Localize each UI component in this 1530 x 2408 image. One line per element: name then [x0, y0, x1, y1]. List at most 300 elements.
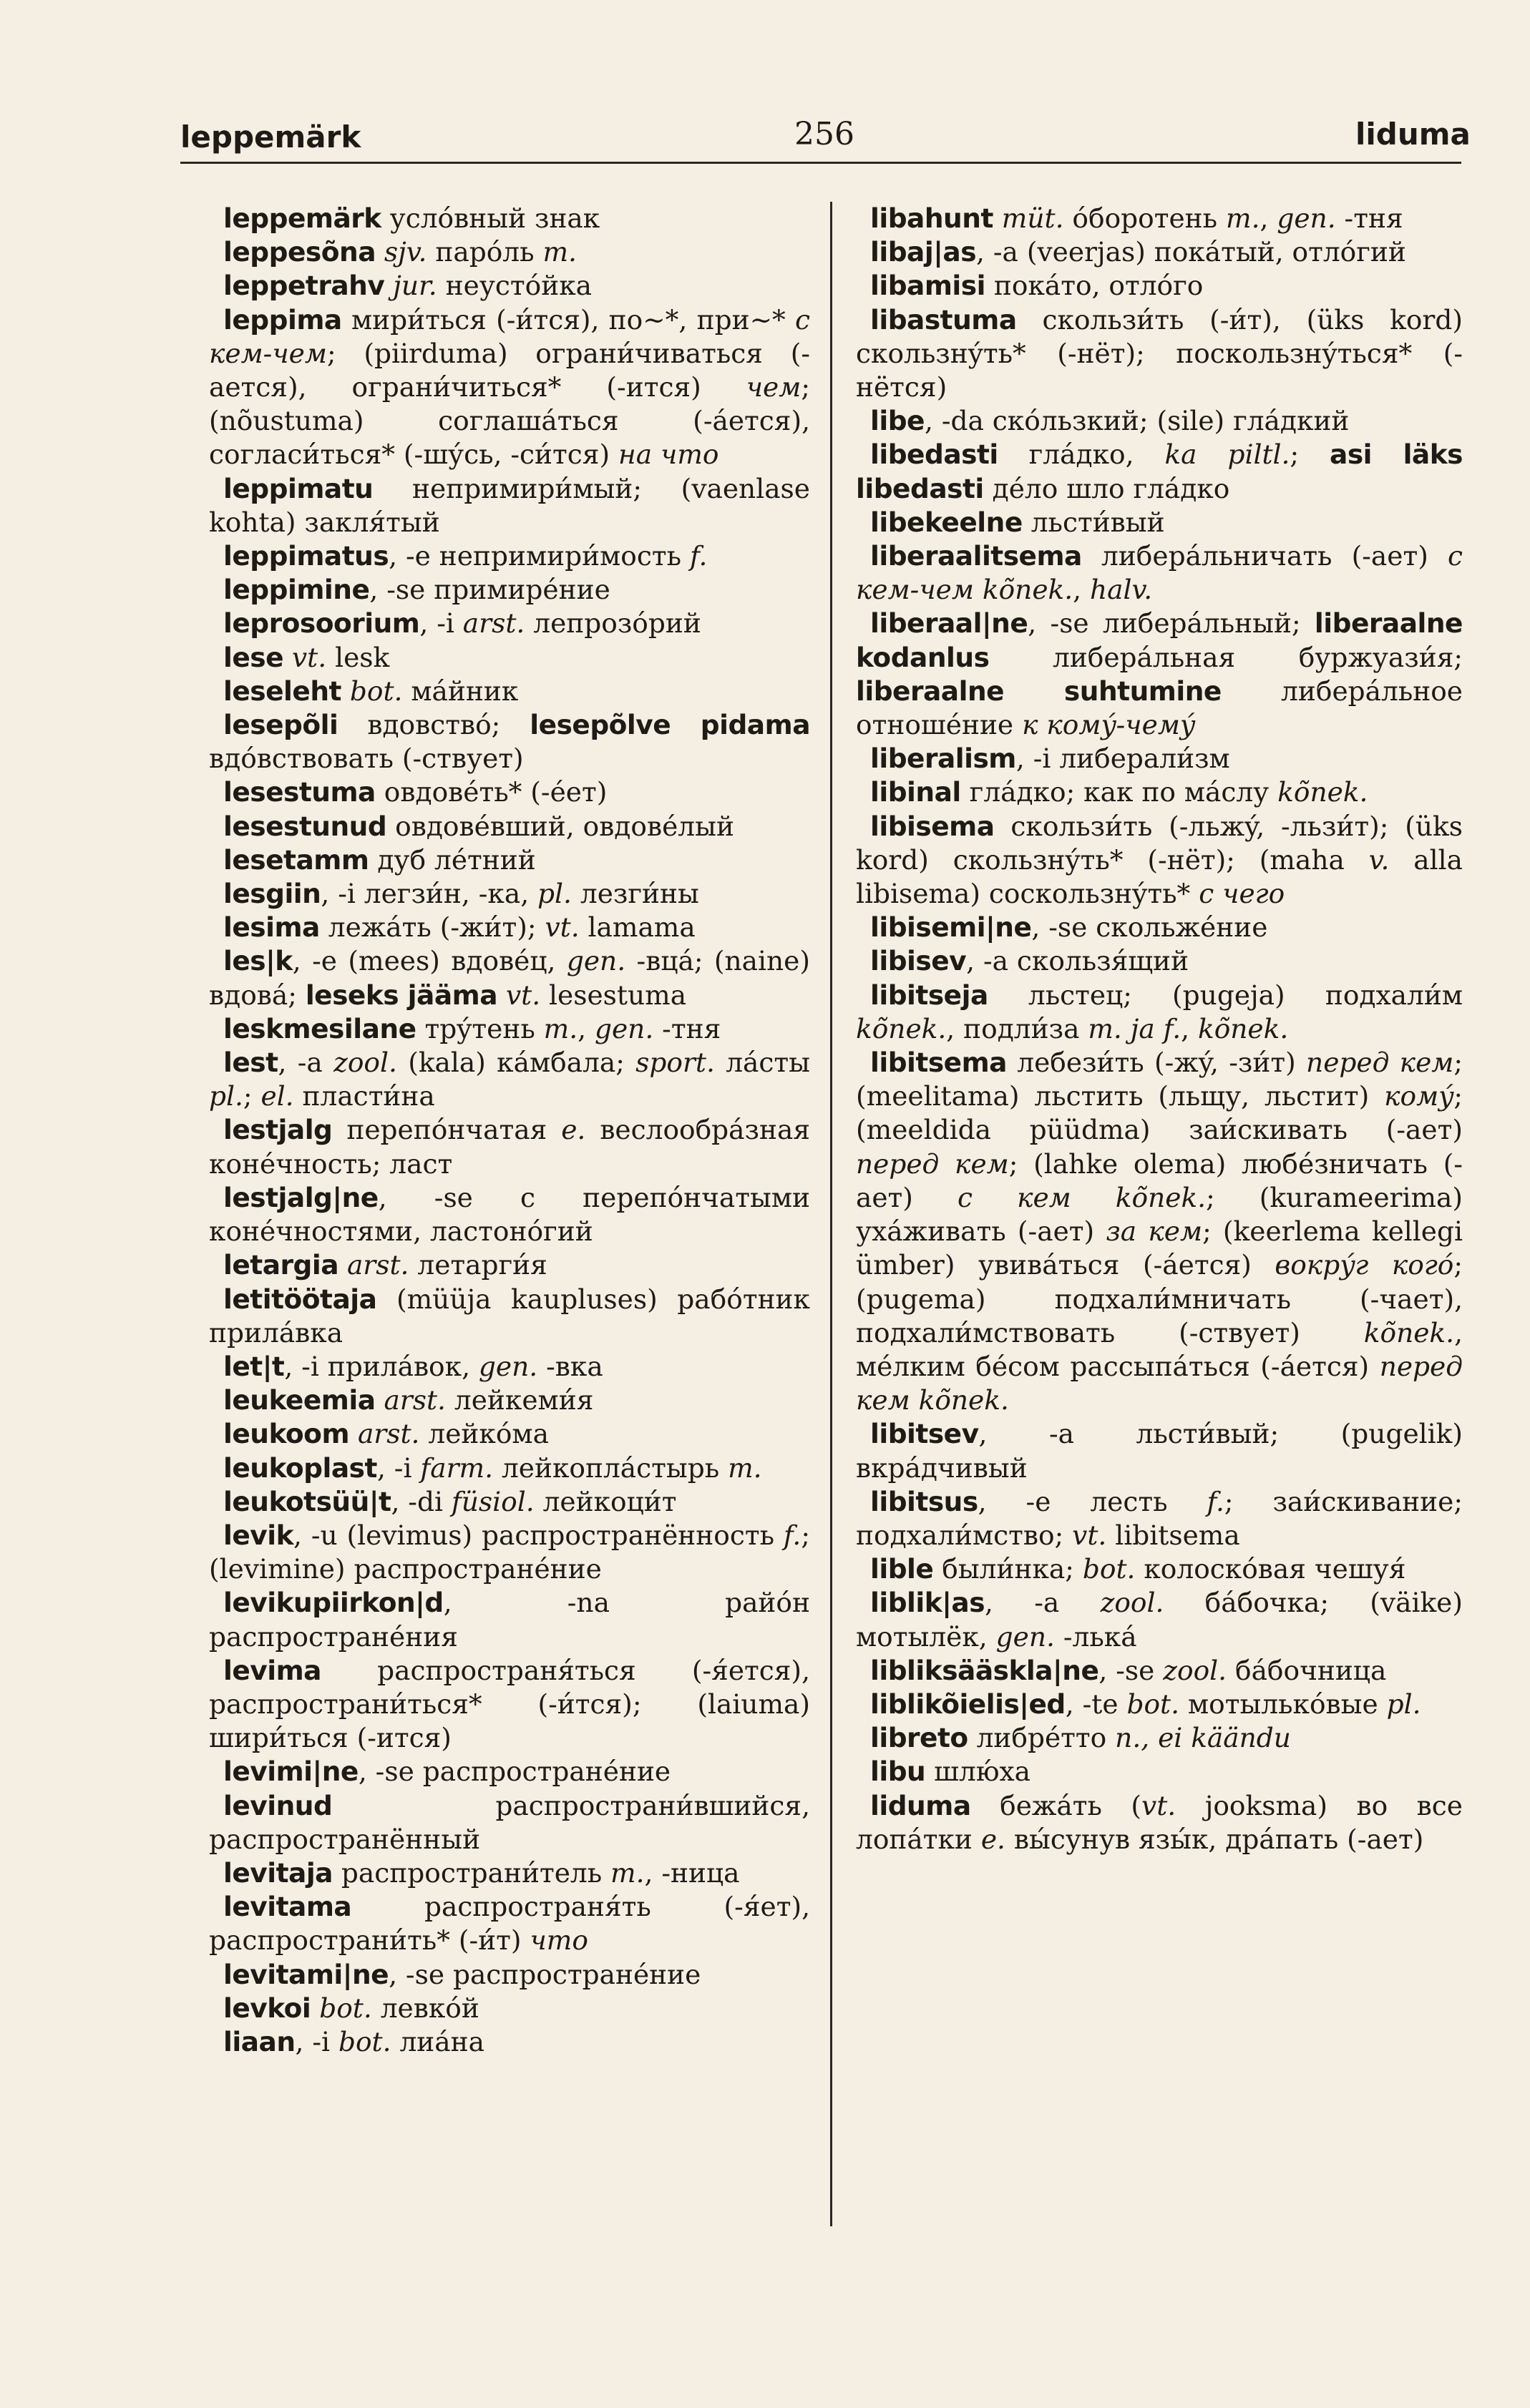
definition-text: , -e лесть — [978, 1485, 1207, 1517]
headword: leppemärk — [223, 202, 381, 234]
grammar-label: ka piltl. — [1164, 439, 1290, 471]
headword: libe — [870, 405, 925, 437]
dictionary-entry — [209, 1181, 810, 1248]
dictionary-entry — [856, 944, 1463, 978]
grammar-label: f. — [1207, 1485, 1224, 1517]
definition-text: ; (lahke olema) любéзничать (-ает) — [856, 1147, 1463, 1213]
definition-text: jooksma) во все лопáтки — [856, 1789, 1463, 1855]
grammar-label: zool. — [1163, 1654, 1227, 1686]
definition-text: , -se распространéние — [389, 1958, 701, 1990]
dictionary-entry — [209, 810, 810, 843]
dictionary-entry — [856, 1046, 1463, 1417]
definition-text: лейкоплáстырь — [493, 1452, 729, 1484]
grammar-label: vt. — [505, 979, 541, 1011]
dictionary-entry — [209, 235, 810, 269]
headword: libamisi — [870, 270, 985, 302]
definition-text: распространи́тель — [332, 1856, 611, 1889]
grammar-label: sport. — [635, 1047, 715, 1079]
grammar-label: m. — [542, 236, 577, 268]
definition-text: шлю́ха — [925, 1756, 1031, 1788]
definition-text: ; (keerlema kellegi ümber) увивáться (-áется) — [856, 1215, 1463, 1281]
grammar-label: pl. — [1386, 1688, 1421, 1720]
definition-text: ; (pugema) подхали́мничать (-чает), подхали́мствовать (-ствует) — [856, 1249, 1463, 1349]
dictionary-entry — [209, 1012, 810, 1046]
grammar-label: вокрýг когó — [1275, 1249, 1454, 1281]
definition-text: бáбочница — [1227, 1654, 1387, 1686]
dictionary-entry — [856, 303, 1463, 405]
definition-text: скользи́ть (-и́т), (üks kord) скользнýть* (-нёт); поскользнýться* (-нётся) — [856, 303, 1463, 403]
definition-text: распространи́вшийся, распространённый — [209, 1789, 810, 1855]
dictionary-entry — [209, 1417, 810, 1451]
headword: lesima — [223, 911, 320, 944]
grammar-label: e. — [561, 1114, 586, 1146]
definition-text: бáбочка; (väike) мотылёк, — [856, 1587, 1463, 1653]
dictionary-entry — [856, 1417, 1463, 1484]
definition-text: парóль — [427, 236, 543, 268]
dictionary-entry — [209, 1283, 810, 1350]
headword: levkoi — [223, 1992, 311, 2024]
definition-text: лейкоци́т — [534, 1485, 677, 1517]
definition-text: -тня — [653, 1012, 721, 1044]
definition-text: лейкеми́я — [445, 1384, 594, 1416]
definition-text: бежáть ( — [970, 1789, 1142, 1821]
dictionary-entry — [856, 1755, 1463, 1788]
grammar-label: перед кем kõnek. — [856, 1350, 1463, 1416]
definition-text: , -di — [391, 1485, 452, 1517]
definition-text: были́нка; — [933, 1553, 1083, 1585]
definition-text: дéло шло глáдко — [983, 472, 1230, 504]
grammar-label: на что — [618, 439, 719, 471]
dictionary-entry — [856, 1552, 1463, 1586]
definition-text: , -se примирéние — [369, 574, 610, 606]
grammar-label: gen. — [478, 1350, 538, 1382]
headword: libitsema — [870, 1047, 1007, 1079]
definition-text: услóвный знак — [381, 202, 600, 234]
definition-text: ; — [243, 1080, 261, 1112]
definition-text: ; (kurameerima) ухáживать (-ает) — [856, 1181, 1463, 1248]
dictionary-entry — [209, 1350, 810, 1384]
headword: levinud — [223, 1789, 333, 1821]
definition-text: ; (meeldida püüdma) заи́скивать (-ает) — [856, 1080, 1463, 1146]
definition-text: лиáна — [391, 2025, 484, 2057]
definition-text: (müüja kaupluses) рабóтник прилáвка — [209, 1283, 810, 1349]
headword: lesetamm — [223, 843, 369, 876]
dictionary-entry — [209, 641, 810, 675]
definition-text: , -i — [295, 2025, 338, 2057]
definition-text: , -i — [376, 1452, 421, 1484]
definition-text: скользи́ть (-льжý, -льзи́т); (üks kord) скользнýть* (-нёт); (maha — [856, 810, 1463, 876]
definition-text: , -se — [1098, 1654, 1164, 1686]
definition-text: ; (nõustuma) соглашáться (-áется), согласи́ться* (-шу́сь, -си́тся) — [209, 371, 810, 471]
definition-text: вдовствó; — [338, 709, 530, 741]
headword: levitami|ne — [223, 1958, 389, 1990]
headword: levikupiirkon|d — [223, 1587, 444, 1619]
grammar-label: vt. — [1141, 1789, 1176, 1821]
grammar-label: с чего — [1199, 878, 1285, 910]
grammar-label: el. — [260, 1080, 294, 1112]
headword: lesestuma — [223, 776, 376, 808]
dictionary-entry — [209, 1958, 810, 1992]
definition-text: libitsema — [1106, 1519, 1240, 1551]
definition-text — [376, 236, 384, 268]
headword: leseks jääma — [305, 979, 498, 1011]
definition-text: вы́сунув язы́к, дрáпать (-ает) — [1005, 1823, 1424, 1855]
dictionary-entry — [856, 1654, 1463, 1688]
definition-text — [341, 675, 350, 707]
header-left-guide-word: leppemärk — [180, 119, 361, 155]
dictionary-entry — [209, 1586, 810, 1653]
headword: leprosoorium — [223, 607, 420, 640]
grammar-label: перед кем — [856, 1147, 1009, 1180]
grammar-label: halv. — [1090, 574, 1153, 606]
headword: libu — [870, 1756, 926, 1788]
grammar-label: gen. — [594, 1012, 654, 1044]
grammar-label: с кем-чем kõnek. — [856, 540, 1463, 606]
definition-text: óборотень — [1063, 202, 1227, 234]
headword: leppetrahv — [223, 270, 385, 302]
definition-text: , -te — [1065, 1688, 1127, 1720]
definition-text: льсти́вый — [1022, 506, 1165, 538]
dictionary-entry — [856, 810, 1463, 911]
headword: lesepõli — [223, 709, 338, 741]
headword: leukotsüü|t — [223, 1485, 391, 1517]
headword: lesestunud — [223, 810, 387, 842]
definition-text: (kala) кáмбала; — [396, 1047, 636, 1079]
definition-text: вдóвствовать (-ствует) — [209, 743, 524, 775]
definition-text: , -u (levimus) распространённость — [293, 1519, 784, 1551]
headword: liblikõielis|ed — [870, 1688, 1066, 1720]
definition-text: -тня — [1335, 202, 1403, 234]
dictionary-entry — [856, 1586, 1463, 1653]
headword: libedasti — [870, 439, 998, 471]
dictionary-entry — [209, 1046, 810, 1113]
definition-text: , -e (mees) вдовéц, — [292, 945, 567, 977]
dictionary-entry — [209, 1992, 810, 2025]
grammar-label: f. — [783, 1519, 801, 1551]
headword: liberaalitsema — [870, 540, 1082, 572]
grammar-label: n., ei käändu — [1115, 1722, 1291, 1754]
definition-text — [311, 1992, 319, 2024]
grammar-label: füsiol. — [451, 1485, 535, 1517]
grammar-label: f. — [689, 540, 708, 572]
grammar-label: gen. — [566, 945, 626, 977]
headword: levitaja — [223, 1856, 333, 1889]
headword: levitama — [223, 1891, 352, 1923]
definition-text: овдовéвший, овдовéлый — [386, 810, 734, 842]
headword: liaan — [223, 2025, 296, 2057]
dictionary-entry — [209, 1890, 810, 1957]
definition-text: колоскóвая чешуя́ — [1135, 1553, 1406, 1585]
grammar-label: zool. — [333, 1047, 397, 1079]
headword: asi läks libedasti — [856, 439, 1463, 504]
dictionary-entry — [856, 1721, 1463, 1755]
definition-text: лежáть (-жи́т); — [319, 911, 545, 944]
definition-text: , -i — [419, 607, 463, 640]
header-rule — [180, 162, 1461, 164]
definition-text: , -a — [985, 1587, 1101, 1619]
grammar-label: pl. — [209, 1080, 243, 1112]
headword: liberaal|ne — [870, 607, 1028, 640]
definition-text: трýтень — [416, 1012, 544, 1044]
dictionary-entry — [856, 269, 1463, 303]
headword: levimi|ne — [223, 1756, 359, 1788]
definition-text: , -a льсти́вый; (pugelik) вкрáдчивый — [856, 1418, 1463, 1484]
headword: liberaalne kodanlus — [856, 607, 1463, 673]
definition-text: , -a скользя́щий — [966, 945, 1189, 977]
dictionary-entry — [209, 1789, 810, 1856]
definition-text — [376, 1384, 384, 1416]
definition-text: летарги́я — [409, 1249, 547, 1281]
grammar-label: kõnek. — [856, 1012, 947, 1044]
grammar-label: farm. — [420, 1452, 494, 1484]
headword: lestjalg|ne — [223, 1181, 379, 1213]
headword: libekeelne — [870, 506, 1023, 538]
dictionary-entry — [209, 1755, 810, 1788]
dictionary-entry — [209, 1856, 810, 1890]
dictionary-entry — [209, 1485, 810, 1519]
definition-text: lesk — [326, 641, 390, 673]
dictionary-entry — [856, 539, 1463, 607]
dictionary-entry — [209, 303, 810, 472]
dictionary-entry — [209, 911, 810, 944]
grammar-label: с кем kõnek. — [958, 1181, 1207, 1213]
dictionary-entry — [209, 539, 810, 573]
definition-text: либерáльное отношéние — [856, 675, 1463, 741]
definition-text: , -na райóн распространéния — [209, 1587, 810, 1653]
dictionary-entry — [209, 944, 810, 1012]
definition-text: , -se скольжéние — [1031, 911, 1268, 944]
grammar-label: gen. — [1277, 202, 1336, 234]
headword: letitöötaja — [223, 1283, 377, 1315]
grammar-label: zool. — [1100, 1587, 1164, 1619]
grammar-label: kõnek. — [1197, 1012, 1289, 1044]
grammar-label: arst. — [346, 1249, 409, 1281]
definition-text: глáдко; как по мáслу — [960, 776, 1278, 808]
definition-text: ; (levimine) распространéние — [209, 1519, 810, 1585]
dictionary-entry — [856, 235, 1463, 269]
definition-text: , — [578, 1012, 595, 1044]
definition-text: lesestuma — [540, 979, 687, 1011]
headword: leppima — [223, 303, 342, 336]
dictionary-entry — [209, 607, 810, 640]
definition-text: , подли́за — [946, 1012, 1088, 1044]
dictionary-entry — [856, 607, 1463, 742]
definition-text: лебези́ть (-жý, -зи́т) — [1006, 1047, 1307, 1079]
dictionary-entry — [209, 1452, 810, 1485]
dictionary-entry — [856, 775, 1463, 809]
definition-text: -вцá; (naine) вдовá; — [209, 945, 810, 1011]
dictionary-entry — [209, 2025, 810, 2059]
headword: libastuma — [870, 303, 1017, 336]
headword: libisemi|ne — [870, 911, 1032, 944]
dictionary-entry — [856, 911, 1463, 944]
definition-text: покáто, отлóго — [985, 270, 1204, 302]
headword: lesepõlve pidama — [530, 709, 810, 741]
headword: lese — [223, 641, 284, 673]
definition-text: , -i прилáвок, — [284, 1350, 479, 1382]
definition-text: ; (meelitama) льстить (льщу, льстит) — [856, 1047, 1463, 1112]
headword: liduma — [870, 1789, 971, 1821]
grammar-label: arst. — [384, 1384, 446, 1416]
dictionary-entry — [209, 675, 810, 708]
definition-text: , — [1259, 202, 1277, 234]
grammar-label: arst. — [462, 607, 525, 640]
grammar-label: müt. — [1001, 202, 1064, 234]
grammar-label: vt. — [1072, 1519, 1107, 1551]
headword: libreto — [870, 1722, 968, 1754]
headword: leukoplast — [223, 1452, 377, 1484]
headword: leseleht — [223, 675, 341, 707]
grammar-label: kõnek. — [1363, 1316, 1455, 1349]
headword: libahunt — [870, 202, 993, 234]
definition-text: , -e непримири́мость — [389, 540, 690, 572]
dictionary-entry — [856, 1688, 1463, 1721]
definition-text: либерáльничать (-ает) — [1081, 540, 1448, 572]
column-divider — [830, 202, 832, 2226]
definition-text: лейкóма — [419, 1418, 549, 1450]
grammar-label: с кем-чем — [209, 303, 810, 369]
definition-text: , мéлким бéсом рассыпáться (-áется) — [856, 1316, 1463, 1382]
headword: leppimine — [223, 574, 370, 606]
dictionary-entry — [209, 1113, 810, 1180]
headword: leppimatu — [223, 472, 374, 504]
headword: leppesõna — [223, 236, 376, 268]
headword: liberaalne suhtumine — [856, 675, 1222, 707]
headword: liberalism — [870, 743, 1016, 775]
dictionary-entry — [856, 404, 1463, 438]
definition-text: овдовéть* (-éет) — [375, 776, 608, 808]
grammar-label: bot. — [319, 1992, 372, 2024]
definition-text: лезги́ны — [571, 878, 699, 910]
definition-text: лепрозóрий — [525, 607, 701, 640]
dictionary-entry — [856, 742, 1463, 775]
dictionary-entry — [856, 506, 1463, 539]
dictionary-entry — [209, 269, 810, 303]
grammar-label: gen. — [995, 1620, 1055, 1653]
dictionary-entry — [856, 1789, 1463, 1856]
grammar-label: arst. — [357, 1418, 420, 1450]
grammar-label: jur. — [393, 270, 437, 302]
grammar-label: v. — [1368, 843, 1390, 876]
grammar-label: m. — [1226, 202, 1260, 234]
definition-text: , — [1181, 1012, 1198, 1044]
definition-text: либрéтто — [968, 1722, 1116, 1754]
definition-text: -вка — [537, 1350, 603, 1382]
dictionary-entry — [209, 1248, 810, 1282]
headword: libitsus — [870, 1485, 978, 1517]
definition-text: , — [1073, 574, 1091, 606]
definition-text: -лькá — [1054, 1620, 1137, 1653]
headword: liblik|as — [870, 1587, 985, 1619]
definition-text: льстец; (pugeja) подхали́м — [988, 979, 1463, 1011]
grammar-label: vt. — [291, 641, 327, 673]
definition-text: либерáльная буржуази́я; — [989, 641, 1463, 673]
grammar-label: комý — [1384, 1080, 1454, 1112]
grammar-label: за кем — [1106, 1215, 1203, 1248]
dictionary-entry — [209, 775, 810, 809]
dictionary-entry — [209, 472, 810, 539]
grammar-label: m. ja f. — [1088, 1012, 1181, 1044]
grammar-label: перед кем — [1306, 1047, 1454, 1079]
grammar-label: vt. — [545, 911, 580, 944]
definition-text: неустóйка — [437, 270, 593, 302]
definition-text: , -ница — [644, 1856, 740, 1889]
definition-text: , -a — [278, 1047, 334, 1079]
definition-text: мири́ться (-и́тся), по~*, при~* — [341, 303, 795, 336]
definition-text: , -se либерáльный; — [1028, 607, 1315, 640]
headword: les|k — [223, 945, 293, 977]
grammar-label: чем — [746, 371, 801, 403]
definition-text: распространя́ться (-я́ется), распространи́ться* (-и́тся); (laiuma) шири́ться (-ится) — [209, 1654, 810, 1754]
dictionary-entry — [209, 1519, 810, 1586]
dictionary-entry — [209, 1384, 810, 1417]
grammar-label: sjv. — [384, 236, 427, 268]
headword: leukeemia — [223, 1384, 376, 1416]
definition-text: перепóнчатая — [332, 1114, 562, 1146]
grammar-label: к комý-чемý — [1022, 709, 1196, 741]
headword: lest — [223, 1047, 278, 1079]
headword: libaj|as — [870, 236, 977, 268]
definition-text — [497, 979, 506, 1011]
headword: leppimatus — [223, 540, 389, 572]
definition-text: , -da скóльзкий; (sile) глáдкий — [925, 405, 1350, 437]
headword: leukoom — [223, 1418, 350, 1450]
headword: libisema — [870, 810, 995, 842]
definition-text — [338, 1249, 347, 1281]
grammar-label: bot. — [1126, 1688, 1180, 1720]
grammar-label: m. — [543, 1012, 578, 1044]
definition-text: пласти́на — [293, 1080, 435, 1112]
dictionary-entry — [856, 979, 1463, 1046]
definition-text: распространя́ть (-я́ет), распространи́ть* (-и́т) — [209, 1891, 810, 1957]
headword: libliksääskla|ne — [870, 1654, 1099, 1686]
page-number: 256 — [794, 116, 854, 152]
definition-text: , -se с перепóнчатыми конéчностями, ластонóгий — [209, 1181, 810, 1248]
headword: libitsev — [870, 1418, 979, 1450]
headword: libisev — [870, 945, 967, 977]
header-right-guide-word: liduma — [1355, 117, 1471, 152]
definition-text: глáдко, — [998, 439, 1165, 471]
dictionary-entry — [856, 1485, 1463, 1552]
grammar-label: что — [530, 1924, 588, 1957]
definition-text: alla libisema) соскользнýть* — [856, 843, 1463, 910]
dictionary-entry — [209, 843, 810, 877]
grammar-label: bot. — [338, 2025, 391, 2057]
definition-text: левкóй — [371, 1992, 479, 2024]
headword: let|t — [223, 1350, 285, 1382]
dictionary-entry — [209, 708, 810, 775]
headword: levik — [223, 1519, 294, 1551]
grammar-label: bot. — [1082, 1553, 1136, 1585]
definition-text: ; (piirduma) ограни́чиваться (-ается), ограни́читься* (-ится) — [209, 337, 810, 403]
definition-text — [349, 1418, 358, 1449]
definition-text: дуб лéтний — [369, 843, 536, 876]
definition-text: непримири́мый; (vaenlase kohta) закля́тый — [209, 472, 810, 538]
dictionary-entry — [209, 202, 810, 235]
headword: lesgiin — [223, 878, 321, 910]
definition-text: веслообрáзная конéчность; ласт — [209, 1114, 811, 1180]
definition-text: мáйник — [402, 675, 519, 707]
grammar-label: pl. — [537, 878, 572, 910]
definition-text: , -i легзи́н, -ка, — [321, 878, 538, 910]
dictionary-entry — [209, 877, 810, 911]
definition-text — [993, 202, 1002, 234]
grammar-label: kõnek. — [1277, 776, 1368, 808]
grammar-label: m. — [728, 1452, 762, 1484]
definition-text: ; заи́скивание; подхали́мство; — [856, 1485, 1463, 1551]
headword: letargia — [223, 1249, 339, 1281]
headword: leskmesilane — [223, 1012, 416, 1044]
